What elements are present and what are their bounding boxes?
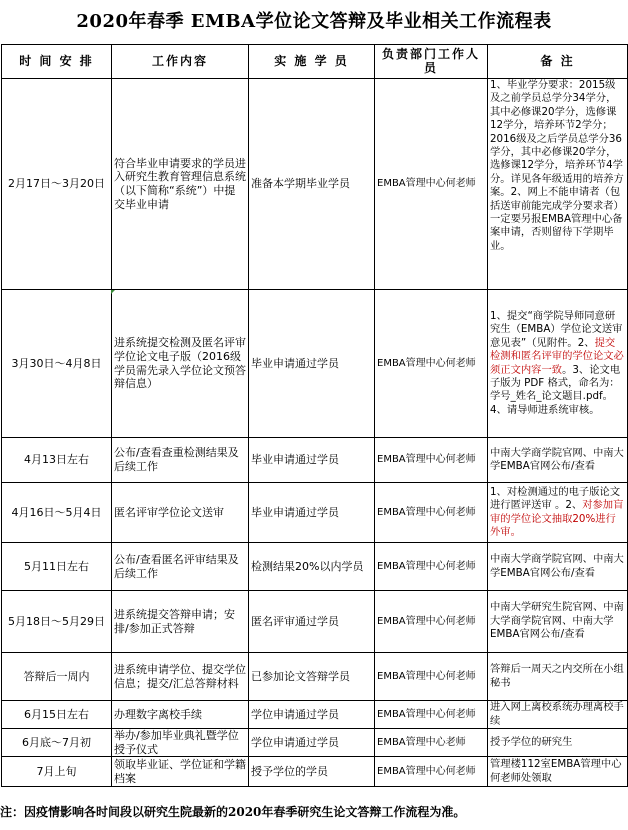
table-row (2, 79, 628, 290)
header-time: 时 间 安 排 (2, 45, 112, 79)
cell-note (488, 79, 628, 290)
cell-student: 学位申请通过学员 (249, 701, 375, 729)
cell-student: 毕业申请通过学员 (249, 438, 375, 483)
cell-content: 举办/参加毕业典礼暨学位授予仪式 (112, 729, 249, 757)
cell-student: 匿名评审通过学员 (249, 591, 375, 653)
cell-content: 进系统提交检测及匿名评审学位论文电子版（2016级学员需先录入学位论文预答辩信息） (112, 290, 249, 438)
cell-time: 4月16日～5月4日 (2, 483, 112, 543)
header-note: 备 注 (488, 45, 628, 79)
cell-content: 进系统申请学位、提交学位信息；提交/汇总答辩材料 (112, 653, 249, 701)
table-row (2, 653, 628, 701)
table-row (2, 701, 628, 729)
note-text: 授予学位的研究生 (490, 735, 573, 748)
cell-comment-marker (111, 290, 115, 294)
cell-dept: EMBA管理中心何老师 (375, 79, 488, 290)
note-text: 答辩后一周天之内交所在小组秘书 (490, 663, 624, 689)
note-text: 1、提交“商学院导师同意研究生（EMBA）学位论文送审意见表”（见附件。2、 (490, 309, 623, 349)
table-row (2, 543, 628, 591)
cell-content: 办理数字离校手续 (112, 701, 249, 729)
cell-content: 进系统提交答辩申请；安排/参加正式答辩 (112, 591, 249, 653)
cell-note (488, 757, 628, 787)
cell-dept: EMBA管理中心老师 (375, 729, 488, 757)
cell-student: 已参加论文答辩学员 (249, 653, 375, 701)
cell-content: 公布/查看查重检测结果及后续工作 (112, 438, 249, 483)
table-row (2, 729, 628, 757)
cell-content: 公布/查看匿名评审结果及后续工作 (112, 543, 249, 591)
cell-time: 4月13日左右 (2, 438, 112, 483)
note-highlight-text: 对参加盲审的学位论文抽取20%进行外审。 (490, 499, 624, 538)
cell-note (488, 591, 628, 653)
cell-dept: EMBA管理中心何老师 (375, 757, 488, 787)
cell-note (488, 438, 628, 483)
workflow-table (1, 44, 628, 787)
cell-time: 答辩后一周内 (2, 653, 112, 701)
cell-time: 3月30日～4月8日 (2, 290, 112, 438)
cell-note (488, 543, 628, 591)
cell-student: 毕业申请通过学员 (249, 483, 375, 543)
table-row (2, 290, 628, 438)
footer-note: 注：因疫情影响各时间段以研究生院最新的2020年春季研究生论文答辩工作流程为准。 (0, 805, 466, 819)
cell-note (488, 729, 628, 757)
cell-dept: EMBA管理中心何老师 (375, 543, 488, 591)
note-highlight-text: 提交检测和匿名评审的学位论文必须正文内容一致 (490, 336, 624, 376)
cell-note (488, 653, 628, 701)
cell-dept: EMBA管理中心何老师 (375, 701, 488, 729)
cell-content: 领取毕业证、学位证和学籍档案 (112, 757, 249, 787)
table-row (2, 483, 628, 543)
cell-dept: EMBA管理中心何老师 (375, 290, 488, 438)
note-text: 。3、论文电子版为 PDF 格式，命名为：学号_姓名_论文题目.pdf。4、请导师进系统审核。 (490, 363, 621, 416)
cell-dept: EMBA管理中心何老师 (375, 438, 488, 483)
cell-time: 2月17日～3月20日 (2, 79, 112, 290)
cell-time: 5月18日～5月29日 (2, 591, 112, 653)
cell-content: 符合毕业申请要求的学员进入研究生教育管理信息系统（以下简称“系统”）中提交毕业申请 (112, 79, 249, 290)
header-dept: 负责部门工作人员 (375, 45, 488, 79)
cell-dept: EMBA管理中心何老师 (375, 591, 488, 653)
note-text: 中南大学研究生院官网、中南大学商学院官网、中南大学EMBA官网公布/查看 (490, 601, 624, 641)
cell-dept: EMBA管理中心何老师 (375, 483, 488, 543)
note-text: 管理楼112室EMBA管理中心何老师处领取 (490, 758, 622, 784)
header-content: 工作内容 (112, 45, 249, 79)
cell-time: 6月底～7月初 (2, 729, 112, 757)
note-text: 中南大学商学院官网、中南大学EMBA官网公布/查看 (490, 553, 624, 579)
cell-student: 学位申请通过学员 (249, 729, 375, 757)
table-row (2, 438, 628, 483)
cell-note (488, 290, 628, 438)
cell-content: 匿名评审学位论文送审 (112, 483, 249, 543)
page-title: 2020年春季 EMBA学位论文答辩及毕业相关工作流程表 (76, 11, 552, 32)
cell-student: 授予学位的学员 (249, 757, 375, 787)
cell-dept: EMBA管理中心何老师 (375, 653, 488, 701)
table-row (2, 591, 628, 653)
cell-student: 准备本学期毕业学员 (249, 79, 375, 290)
header-student: 实 施 学 员 (249, 45, 375, 79)
cell-time: 7月上旬 (2, 757, 112, 787)
cell-note (488, 483, 628, 543)
cell-student: 检测结果20%以内学员 (249, 543, 375, 591)
note-text: 1、毕业学分要求：2015级及之前学员总学分34学分，其中必修课20学分，选修课12学分，培养环节2学分；2016级及之后学员总学分36学分，其中必修课20学分，选修课12学分，培养环节4学分。详见各年级适用的培养方案。2、网上不能申请者（包括送审前能完成学分要求者）一定要另报EMBA管理中心备案申请，否则留待下学期毕业。 (490, 79, 624, 252)
table-header-row (2, 45, 628, 79)
table-row (2, 757, 628, 787)
note-text: 进入网上离校系统办理离校手续 (490, 701, 624, 727)
note-text: 中南大学商学院官网、中南大学EMBA官网公布/查看 (490, 446, 624, 472)
note-text: 1、对检测通过的电子版论文进行匿评送审 。2、 (490, 485, 621, 512)
cell-time: 5月11日左右 (2, 543, 112, 591)
cell-student: 毕业申请通过学员 (249, 290, 375, 438)
cell-note (488, 701, 628, 729)
cell-time: 6月15日左右 (2, 701, 112, 729)
